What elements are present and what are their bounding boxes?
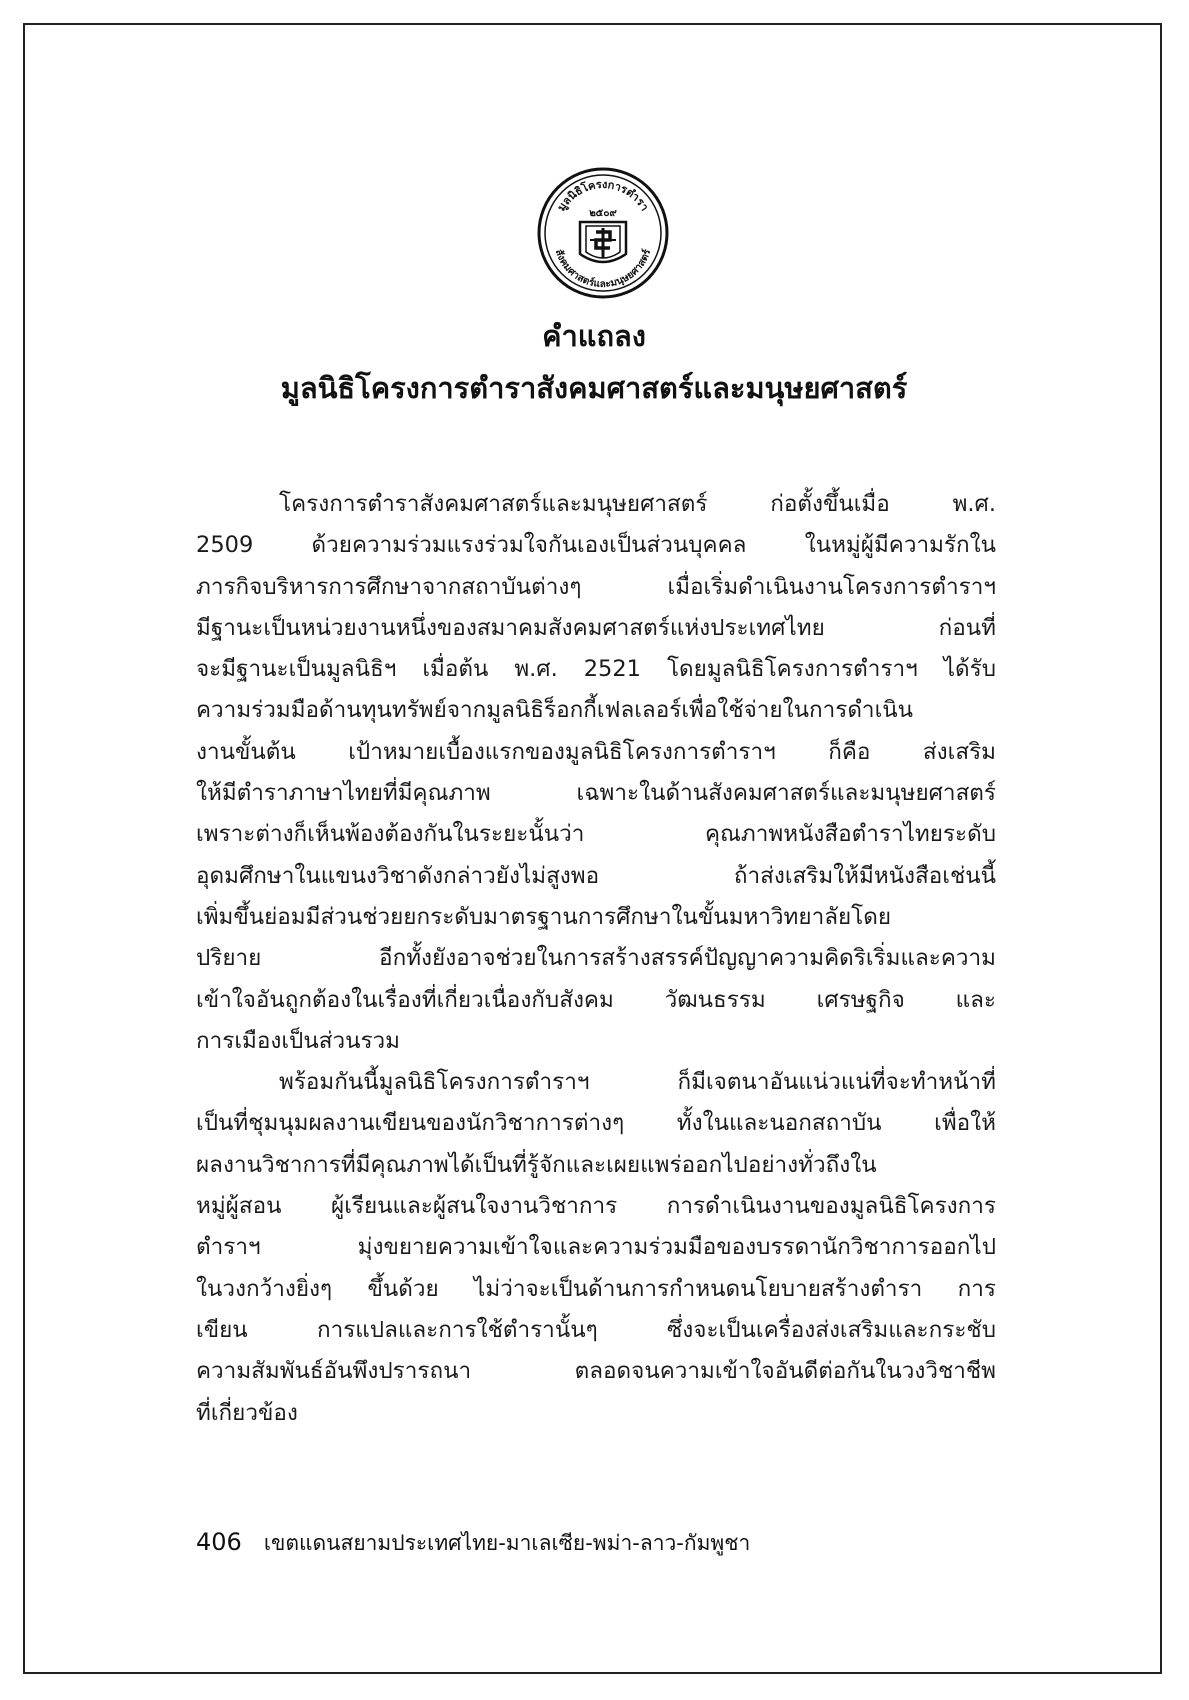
svg-text:สังคมศาสตร์และมนุษยศาสตร์: สังคมศาสตร์และมนุษยศาสตร์ bbox=[552, 248, 654, 291]
paragraph-1-line: งานขั้นต้น เป้าหมายเบื้องแรกของมูลนิธิโครงการตำราฯ ก็คือ ส่งเสริม bbox=[196, 738, 996, 765]
paragraph-1-line: เข้าใจอันถูกต้องในเรื่องที่เกี่ยวเนื่องกับสังคม วัฒนธรรม เศรษฐกิจ และ bbox=[196, 986, 996, 1013]
paragraph-1-line: ปริยาย อีกทั้งยังอาจช่วยในการสร้างสรรค์ปัญญาความคิดริเริ่มและความ bbox=[196, 945, 996, 972]
paragraph-1-line: มีฐานะเป็นหน่วยงานหนึ่งของสมาคมสังคมศาสตร์แห่งประเทศไทย ก่อนที่ bbox=[196, 614, 996, 641]
paragraph-2-line: ตำราฯ มุ่งขยายความเข้าใจและความร่วมมือของบรรดานักวิชาการออกไป bbox=[196, 1234, 996, 1261]
paragraph-1-line: โครงการตำราสังคมศาสตร์และมนุษยศาสตร์ ก่อตั้งขึ้นเมื่อ พ.ศ. bbox=[279, 491, 996, 517]
statement-body bbox=[196, 484, 996, 1434]
paragraph-2-line: หมู่ผู้สอน ผู้เรียนและผู้สนใจงานวิชาการ การดำเนินงานของมูลนิธิโครงการ bbox=[196, 1193, 996, 1220]
running-title: เขตแดนสยามประเทศไทย-มาเลเซีย-พม่า-ลาว-กัมพูชา bbox=[263, 1531, 751, 1555]
page-footer bbox=[196, 1527, 996, 1558]
title-organization: มูลนิธิโครงการตำราสังคมศาสตร์และมนุษยศาสตร์ bbox=[280, 371, 908, 405]
paragraph-1-line: ความร่วมมือด้านทุนทรัพย์จากมูลนิธิร็อกกี้เฟลเลอร์เพื่อใช้จ่ายในการดำเนิน bbox=[196, 697, 914, 724]
paragraph-2-line: พร้อมกันนี้มูลนิธิโครงการตำราฯ ก็มีเจตนาอันแน่วแน่ที่จะทำหน้าที่ bbox=[279, 1069, 996, 1096]
paragraph-2-line: เป็นที่ชุมนุมผลงานเขียนของนักวิชาการต่างๆ ทั้งในและนอกสถาบัน เพื่อให้ bbox=[196, 1110, 996, 1137]
paragraph-2-line: ความสัมพันธ์อันพึงปรารถนา ตลอดจนความเข้าใจอันดีต่อกันในวงวิชาชีพ bbox=[196, 1358, 996, 1385]
title-heading: คำแถลง bbox=[542, 319, 646, 353]
paragraph-1-line: ให้มีตำราภาษาไทยที่มีคุณภาพ เฉพาะในด้านสังคมศาสตร์และมนุษยศาสตร์ bbox=[196, 780, 996, 807]
paragraph-2-line: ผลงานวิชาการที่มีคุณภาพได้เป็นที่รู้จักและเผยแพร่ออกไปอย่างทั่วถึงใน bbox=[196, 1151, 877, 1178]
paragraph-1-line: เพราะต่างก็เห็นพ้องต้องกันในระยะนั้นว่า คุณภาพหนังสือตำราไทยระดับ bbox=[196, 821, 996, 848]
foundation-seal-logo bbox=[536, 166, 670, 300]
paragraph-1-line: การเมืองเป็นส่วนรวม bbox=[196, 1027, 401, 1054]
paragraph-1-line: อุดมศึกษาในแขนงวิชาดังกล่าวยังไม่สูงพอ ถ้าส่งเสริมให้มีหนังสือเช่นนี้ bbox=[196, 862, 996, 889]
page-number: 406 bbox=[196, 1528, 242, 1556]
paragraph-2-line: เขียน การแปลและการใช้ตำรานั้นๆ ซึ่งจะเป็นเครื่องส่งเสริมและกระชับ bbox=[196, 1316, 996, 1343]
paragraph-1-line: เพิ่มขึ้นย่อมมีส่วนช่วยยกระดับมาตรฐานการศึกษาในขั้นมหาวิทยาลัยโดย bbox=[196, 903, 892, 930]
seal-emblem-icon bbox=[536, 166, 670, 300]
paragraph-2-line: ในวงกว้างยิ่งๆ ขึ้นด้วย ไม่ว่าจะเป็นด้านการกำหนดนโยบายสร้างตำรา การ bbox=[196, 1275, 996, 1302]
paragraph-1-line: จะมีฐานะเป็นมูลนิธิฯ เมื่อต้น พ.ศ. 2521 โดยมูลนิธิโครงการตำราฯ ได้รับ bbox=[196, 656, 996, 683]
document-title bbox=[120, 310, 1068, 414]
paragraph-1-line: 2509 ด้วยความร่วมแรงร่วมใจกันเองเป็นส่วนบุคคล ในหมู่ผู้มีความรักใน bbox=[196, 532, 996, 559]
svg-text:มูลนิธิโครงการตำรา: มูลนิธิโครงการตำรา bbox=[554, 177, 652, 214]
paragraph-1-line: ภารกิจบริหารการศึกษาจากสถาบันต่างๆ เมื่อเริ่มดำเนินงานโครงการตำราฯ bbox=[196, 573, 996, 600]
paragraph-2-line: ที่เกี่ยวข้อง bbox=[196, 1399, 298, 1426]
svg-text:๒๕๐๙: ๒๕๐๙ bbox=[589, 208, 617, 219]
